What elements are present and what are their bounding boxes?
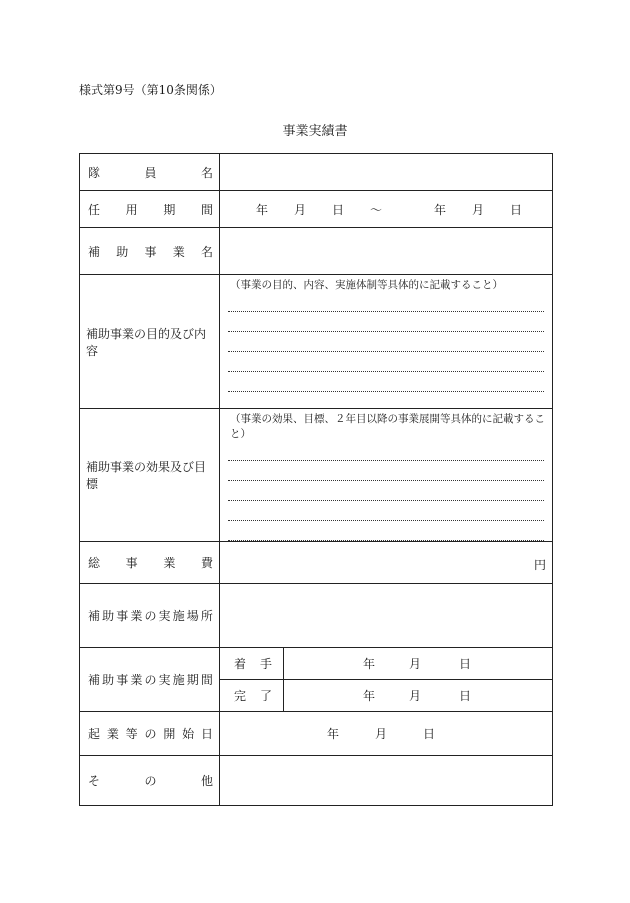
dotted-line bbox=[228, 521, 544, 541]
other-label: そ の 他 bbox=[80, 756, 220, 806]
row-purpose bbox=[80, 275, 553, 409]
effect-note: （事業の効果、目標、２年目以降の事業展開等具体的に記載すること） bbox=[230, 413, 545, 440]
location-field[interactable] bbox=[220, 584, 553, 648]
purpose-note: （事業の目的、内容、実施体制等具体的に記載すること） bbox=[230, 279, 503, 291]
start-date-field[interactable]: 年 月 日 bbox=[220, 712, 553, 756]
yen-unit: 円 bbox=[533, 558, 546, 572]
member-name-field[interactable] bbox=[220, 154, 553, 191]
dotted-line bbox=[228, 352, 544, 372]
term-label: 任 用 期 間 bbox=[80, 191, 220, 228]
form-number: 様式第9号（第10条関係） bbox=[79, 83, 222, 97]
row-location bbox=[80, 584, 553, 648]
member-name-label: 隊 員 名 bbox=[80, 154, 220, 191]
dotted-line bbox=[228, 481, 544, 501]
period-start-label: 着 手 bbox=[220, 648, 284, 679]
row-period bbox=[80, 648, 553, 712]
period-end-row bbox=[220, 679, 552, 711]
period-start-row bbox=[220, 648, 552, 679]
period-end-date[interactable]: 年 月 日 bbox=[363, 689, 472, 703]
row-effect bbox=[80, 409, 553, 542]
project-name-label: 補 助 事 業 名 bbox=[80, 228, 220, 275]
total-cost-field[interactable] bbox=[220, 542, 553, 584]
period-start-date[interactable]: 年 月 日 bbox=[363, 657, 472, 671]
purpose-label: 補助事業の目的及び内容 bbox=[80, 275, 220, 409]
other-field[interactable] bbox=[220, 756, 553, 806]
start-date-label: 起 業 等 の 開 始 日 bbox=[80, 712, 220, 756]
dotted-line bbox=[228, 332, 544, 352]
dotted-line bbox=[228, 441, 544, 461]
effect-label: 補助事業の効果及び目標 bbox=[80, 409, 220, 542]
dotted-line bbox=[228, 501, 544, 521]
period-label: 補 助 事 業 の 実 施 期 間 bbox=[80, 648, 220, 712]
dotted-line bbox=[228, 372, 544, 392]
report-table bbox=[79, 153, 553, 806]
row-term bbox=[80, 191, 553, 228]
project-name-field[interactable] bbox=[220, 228, 553, 275]
document-title: 事業実績書 bbox=[282, 124, 348, 139]
row-other bbox=[80, 756, 553, 806]
location-label: 補 助 事 業 の 実 施 場 所 bbox=[80, 584, 220, 648]
dotted-line bbox=[228, 292, 544, 312]
period-end-label: 完 了 bbox=[220, 680, 284, 711]
term-field[interactable]: 年 月 日 〜 年 月 日 bbox=[220, 191, 553, 228]
effect-field[interactable] bbox=[220, 409, 553, 542]
total-cost-label: 総 事 業 費 bbox=[80, 542, 220, 584]
row-total-cost bbox=[80, 542, 553, 584]
period-field bbox=[220, 648, 553, 712]
row-project-name bbox=[80, 228, 553, 275]
purpose-field[interactable] bbox=[220, 275, 553, 409]
dotted-line bbox=[228, 461, 544, 481]
dotted-line bbox=[228, 312, 544, 332]
row-start-date bbox=[80, 712, 553, 756]
row-member-name bbox=[80, 154, 553, 191]
